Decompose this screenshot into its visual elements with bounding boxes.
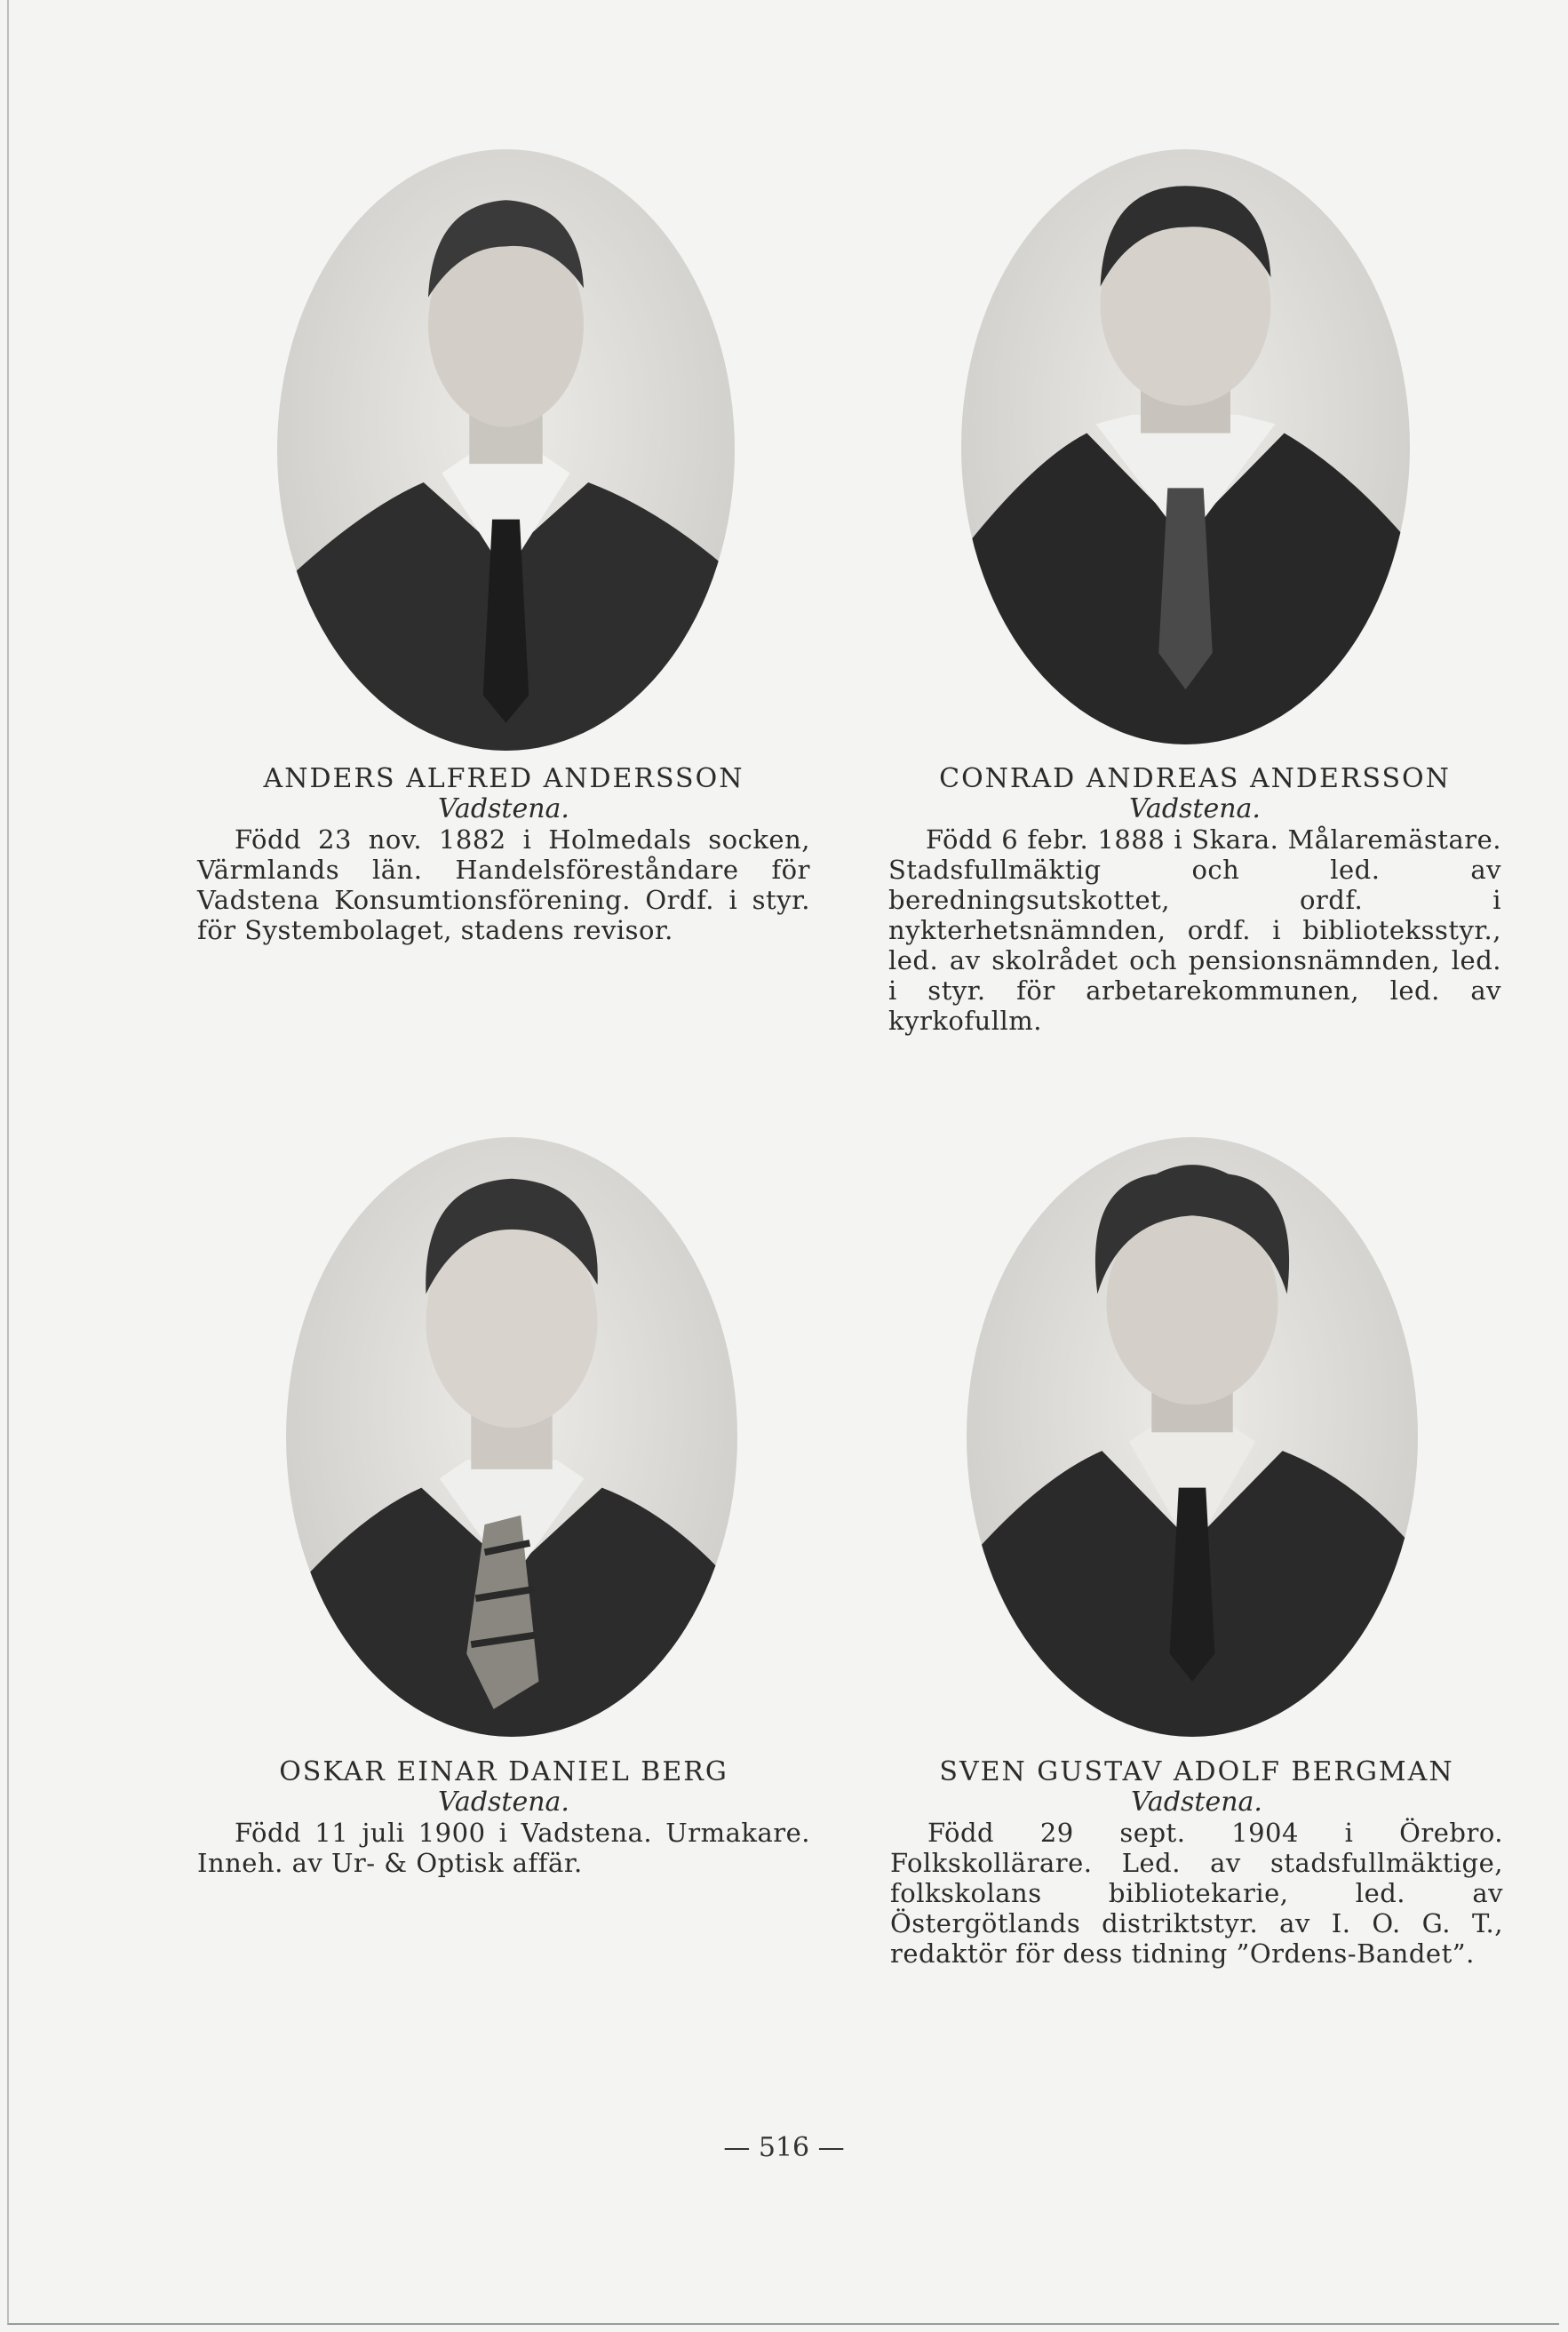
- entry-caption-1: [197, 764, 810, 945]
- entry-caption-2: [888, 764, 1501, 1036]
- person-bio: Född 6 febr. 1888 i Skara. Målaremästare. Stadsfullmäktig och led. av beredningsutskottet, ordf. i nykterhetsnämnden, ordf. i biblioteksstyr., led. av skolrådet och pensionsnämnden, led. i styr. för arbetarekommunen, led. av kyrkofullm.: [888, 824, 1501, 1036]
- portrait-photo-2: [961, 149, 1410, 744]
- portrait-photo-4: [967, 1137, 1418, 1737]
- person-name: ANDERS ALFRED ANDERSSON: [263, 763, 744, 794]
- portrait-photo-1: [277, 149, 735, 751]
- portrait-photo-3: [286, 1137, 737, 1737]
- person-name: OSKAR EINAR DANIEL BERG: [279, 1756, 728, 1787]
- person-place: Vadstena.: [438, 793, 569, 824]
- person-bio: Född 11 juli 1900 i Vadstena. Urmakare. Inneh. av Ur- & Optisk affär.: [197, 1818, 810, 1878]
- page-number: — 516 —: [723, 2132, 845, 2163]
- person-name: CONRAD ANDREAS ANDERSSON: [939, 763, 1451, 794]
- entry-caption-3: [197, 1757, 810, 1878]
- entry-caption-4: [890, 1757, 1503, 1969]
- person-bio: Född 29 sept. 1904 i Örebro. Folkskollärare. Led. av stadsfullmäktige, folkskolans bibliotekarie, led. av Östergötlands distriktstyr. av I. O. G. T., redaktör för dess tidning ”Ordens-Bandet”.: [890, 1818, 1503, 1969]
- person-place: Vadstena.: [1129, 793, 1261, 824]
- person-bio: Född 23 nov. 1882 i Holmedals socken, Värmlands län. Handelsföreståndare för Vadstena Konsumtionsförening. Ordf. i styr. för Systembolaget, stadens revisor.: [197, 824, 810, 945]
- person-place: Vadstena.: [1131, 1787, 1262, 1818]
- person-place: Vadstena.: [438, 1787, 569, 1818]
- person-name: SVEN GUSTAV ADOLF BERGMAN: [939, 1756, 1454, 1787]
